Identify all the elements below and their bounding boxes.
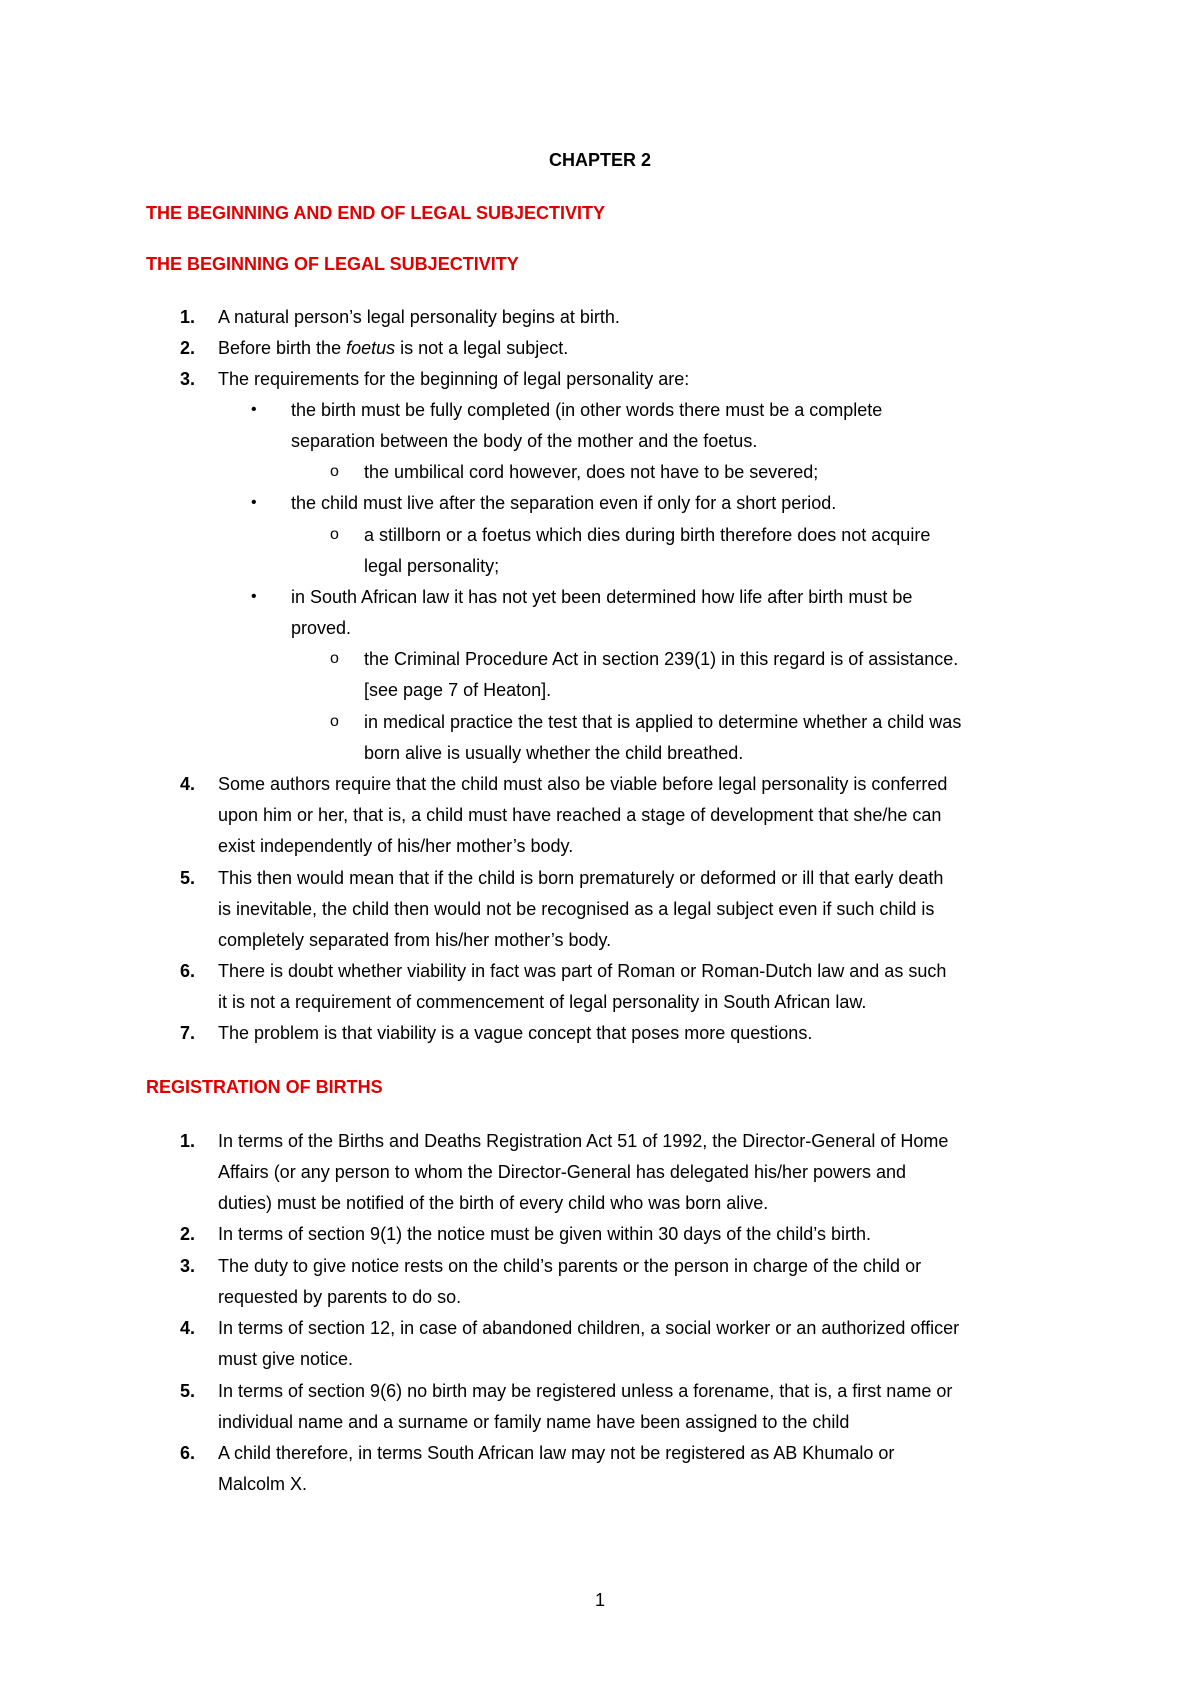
bullet-icon: • [251,588,257,605]
list-item [218,336,568,360]
section-heading-registration: REGISTRATION OF BIRTHS [146,1077,383,1097]
sub-bullet-item: in medical practice the test that is applied to determine whether a child was [364,712,962,732]
emphasis-foetus: foetus [346,338,396,358]
list-number: 4. [180,1318,196,1338]
list-number: 3. [180,369,196,389]
sub-bullet-icon: o [330,463,339,480]
bullet-icon: • [251,494,257,511]
list-item: duties) must be notified of the birth of every child who was born alive. [218,1193,769,1213]
page-number: 1 [594,1590,605,1610]
list-item: In terms of section 9(6) no birth may be registered unless a forename, that is, a first name or [218,1381,953,1401]
list-item: is inevitable, the child then would not be recognised as a legal subject even if such child is [218,899,935,919]
list-number: 6. [180,961,196,981]
list-item: must give notice. [218,1349,354,1369]
list-item: exist independently of his/her mother’s body. [218,836,574,856]
bullet-item: proved. [291,618,352,638]
list-item: Some authors require that the child must also be viable before legal personality is conferred [218,774,948,794]
list-number: 4. [180,774,196,794]
sub-bullet-icon: o [330,713,339,730]
bullet-icon: • [251,401,257,418]
list-number: 2. [180,338,196,358]
sub-bullet-item: a stillborn or a foetus which dies during birth therefore does not acquire [364,525,931,545]
bullet-item: the child must live after the separation even if only for a short period. [291,493,837,513]
bullet-item: separation between the body of the mother and the foetus. [291,431,758,451]
list-item: A natural person’s legal personality begins at birth. [218,307,620,327]
section-heading-beginning: THE BEGINNING OF LEGAL SUBJECTIVITY [146,254,519,274]
list-item: This then would mean that if the child is born prematurely or deformed or ill that early death [218,868,944,888]
list-number: 5. [180,868,196,888]
sub-bullet-item: the umbilical cord however, does not have to be severed; [364,462,819,482]
sub-bullet-item: the Criminal Procedure Act in section 239(1) in this regard is of assistance. [364,649,959,669]
list-item: completely separated from his/her mother’s body. [218,930,612,950]
list-number: 5. [180,1381,196,1401]
sub-bullet-icon: o [330,526,339,543]
list-item: The duty to give notice rests on the child’s parents or the person in charge of the child or [218,1256,922,1276]
list-item: The problem is that viability is a vague concept that poses more questions. [218,1023,813,1043]
chapter-title: CHAPTER 2 [548,150,651,170]
list-item: A child therefore, in terms South African law may not be registered as AB Khumalo or [218,1443,895,1463]
list-item: The requirements for the beginning of legal personality are: [218,369,690,389]
list-item-text: Before birth the [218,338,347,358]
list-item: Affairs (or any person to whom the Director-General has delegated his/her powers and [218,1162,907,1182]
list-item: upon him or her, that is, a child must have reached a stage of development that she/he can [218,805,942,825]
list-number: 6. [180,1443,196,1463]
sub-bullet-item: [see page 7 of Heaton]. [364,680,552,700]
list-number: 3. [180,1256,196,1276]
list-item: individual name and a surname or family name have been assigned to the child [218,1412,850,1432]
sub-bullet-item: legal personality; [364,556,500,576]
list-item: requested by parents to do so. [218,1287,462,1307]
list-item: it is not a requirement of commencement of legal personality in South African law. [218,992,867,1012]
main-heading: THE BEGINNING AND END OF LEGAL SUBJECTIVITY [146,203,606,223]
list-number: 1. [180,1131,196,1151]
list-item: In terms of the Births and Deaths Registration Act 51 of 1992, the Director-General of Home [218,1131,949,1151]
list-item: There is doubt whether viability in fact was part of Roman or Roman-Dutch law and as such [218,961,947,981]
list-number: 1. [180,307,196,327]
bullet-item: in South African law it has not yet been determined how life after birth must be [291,587,913,607]
list-item: In terms of section 9(1) the notice must be given within 30 days of the child’s birth. [218,1224,872,1244]
list-item-text: is not a legal subject. [395,338,569,358]
list-number: 2. [180,1224,196,1244]
sub-bullet-item: born alive is usually whether the child breathed. [364,743,744,763]
list-item: Malcolm X. [218,1474,308,1494]
list-item: In terms of section 12, in case of abandoned children, a social worker or an authorized officer [218,1318,960,1338]
sub-bullet-icon: o [330,650,339,667]
list-number: 7. [180,1023,196,1043]
bullet-item: the birth must be fully completed (in other words there must be a complete [291,400,883,420]
